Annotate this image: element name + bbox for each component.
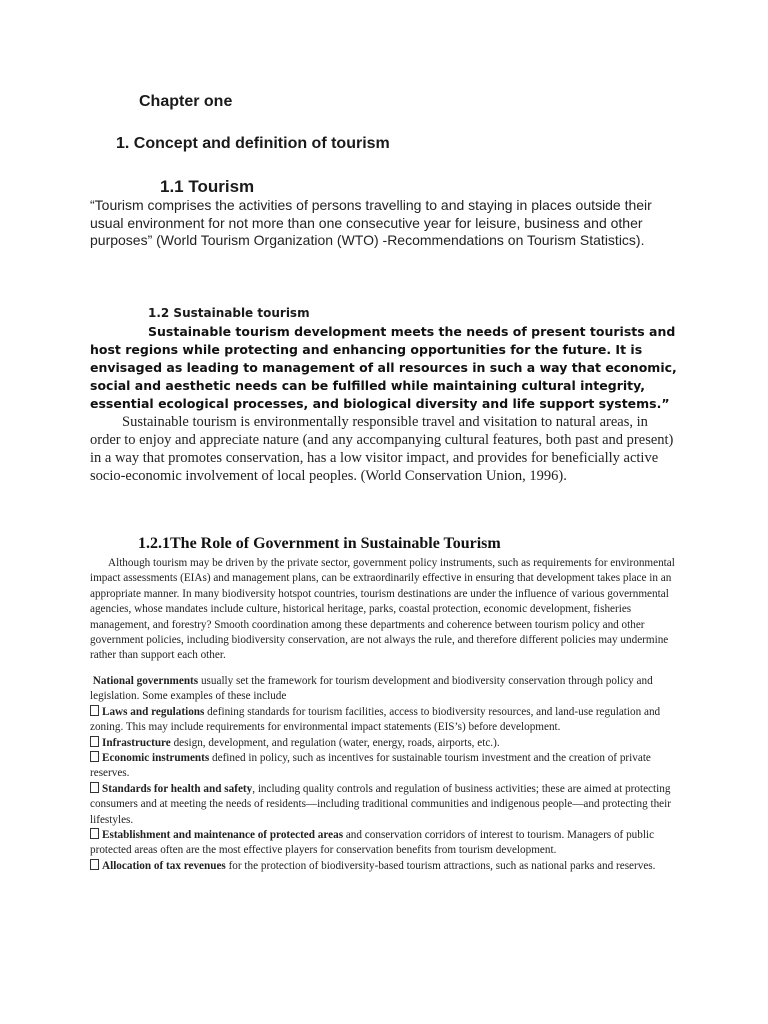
list-item-title: Laws and regulations: [102, 705, 205, 718]
chapter-title: Chapter one: [139, 93, 233, 110]
list-item-title: Allocation of tax revenues: [102, 859, 226, 872]
government-role-paragraph: Although tourism may be driven by the private sector, government policy instruments, such as requirements for environmental impact assessments (EIAs) and management plans, can be extraordinarily effective in ensuring that development takes place in an appropriate manner. In many biodiversity hotspot countries, tourism destinations are under the influence of various governmental agencies, whose mandates include culture, historical heritage, parks, coastal protection, economic development, fisheries management, and forestry? Smooth coordination among these departments and coherence between tourism policy and other government policies, including biodiversity conservation, are not always the rule, and therefore different policies may undermine rather than support each other.: [90, 557, 675, 662]
list-item-text: defined in policy, such as incentives for sustainable tourism investment and the creation of private reserves.: [90, 752, 651, 780]
section-heading-1-1: 1.1 Tourism: [160, 177, 255, 196]
national-governments-text: usually set the framework for tourism development and biodiversity conservation through policy and legislation. Some examples of these include: [90, 675, 653, 703]
list-item-title: Establishment and maintenance of protected areas: [102, 829, 344, 842]
checkbox-bullet-icon: [90, 736, 99, 747]
national-governments-lead: National governments: [92, 675, 199, 687]
list-item-text: , including quality controls and regulation of business activities; these are aimed at protecting consumers and at meeting the needs of residents—including traditional communities and indigenous people—and protecting their lifestyles.: [90, 782, 671, 826]
sustainable-tourism-definition: Sustainable tourism development meets the needs of present tourists and host regions while protecting and enhancing opportunities for the future. It is envisaged as leading to management of all resources in such a way that economic, social and aesthetic needs can be fulfilled while maintaining cultural integrity, essential ecological processes, and biological diversity and life support systems.”: [90, 324, 677, 411]
sustainable-tourism-paragraph: Sustainable tourism is environmentally responsible travel and visitation to natural areas, in order to enjoy and appreciate nature (and any accompanying cultural features, both past and present) in a way that promotes conservation, has a low visitor impact, and provides for beneficially active socio-economic involvement of local peoples. (World Conservation Union, 1996).: [90, 414, 674, 484]
section-heading-1-2: 1.2 Sustainable tourism: [148, 306, 310, 320]
list-item: [90, 859, 680, 874]
list-item-text: design, development, and regulation (water, energy, roads, airports, etc.).: [170, 736, 500, 749]
checkbox-bullet-icon: [90, 705, 99, 716]
government-instruments-list: [90, 674, 680, 874]
tourism-definition-paragraph: “Tourism comprises the activities of persons travelling to and staying in places outside their usual environment for not more than one consecutive year for leisure, business and other purposes” (World Tourism Organization (WTO) -Recommendations on Tourism Statistics).: [90, 197, 652, 248]
list-item-title: Infrastructure: [102, 736, 171, 749]
list-item-text: defining standards for tourism facilities, access to biodiversity resources, and land-use regulation and zoning. This may include requirements for environmental impact statements (EIS’s) before development.: [90, 705, 661, 734]
list-item: [90, 782, 680, 828]
list-item-title: Economic instruments: [102, 752, 210, 765]
list-item-text: for the protection of biodiversity-based tourism attractions, such as national parks and reserves.: [225, 859, 656, 872]
section-heading-1: 1. Concept and definition of tourism: [116, 135, 390, 152]
checkbox-bullet-icon: [90, 828, 99, 839]
section-heading-1-2-1: 1.2.1The Role of Government in Sustainable Tourism: [138, 535, 501, 552]
national-governments-intro: [90, 674, 680, 705]
list-item: [90, 828, 680, 859]
list-item-title: Standards for health and safety: [102, 782, 253, 795]
checkbox-bullet-icon: [90, 859, 99, 870]
checkbox-bullet-icon: [90, 782, 99, 793]
list-item: [90, 705, 680, 736]
list-item: [90, 736, 680, 751]
list-item-text: and conservation corridors of interest to tourism. Managers of public protected areas often are the most effective players for conservation benefits from tourism development.: [90, 829, 655, 857]
checkbox-bullet-icon: [90, 751, 99, 762]
list-item: [90, 751, 680, 782]
